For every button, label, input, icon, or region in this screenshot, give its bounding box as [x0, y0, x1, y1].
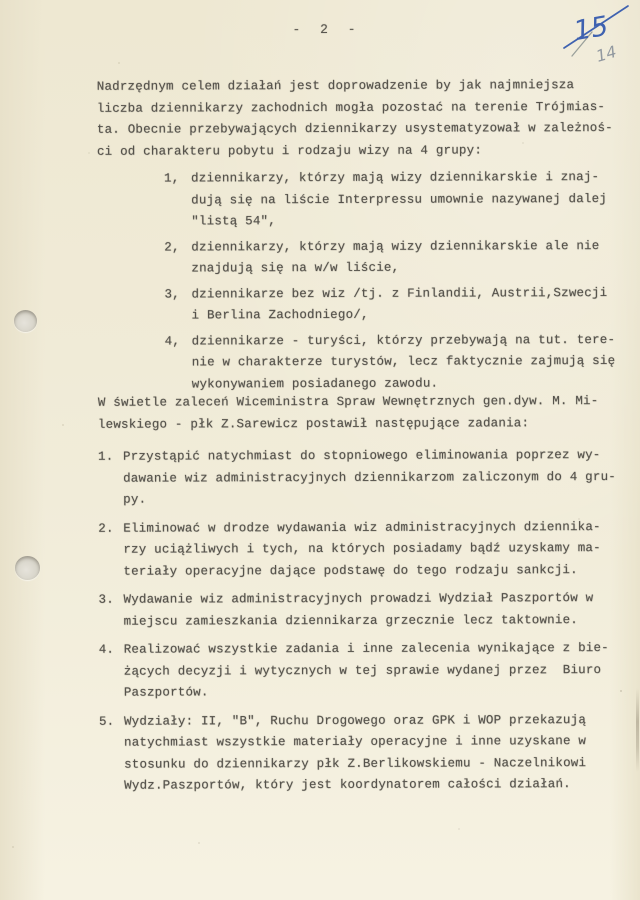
- item-number: 2,: [164, 239, 180, 255]
- item-text: dziennikarze bez wiz /tj. z Finlandii, Austrii,Szwecji i Berlina Zachodniego/,: [191, 285, 608, 323]
- directive-paragraph: [98, 391, 599, 436]
- item-text: dziennikarzy, którzy mają wizy dziennikarskie i znaj- dują się na liście Interpressu umownie nazywanej dalej "listą 54",: [191, 170, 608, 229]
- group-list-item: [164, 235, 615, 280]
- item-text: dziennikarzy, którzy mają wizy dziennikarskie ale nie znajdują się na w/w liście,: [191, 238, 600, 276]
- item-number: 3.: [98, 592, 114, 607]
- task-list-item: [98, 588, 616, 633]
- item-number: 1.: [97, 449, 114, 464]
- group-list-item: [165, 329, 616, 395]
- task-list-item: [98, 516, 616, 582]
- task-list-item: [99, 638, 617, 704]
- item-number: 2.: [98, 521, 114, 536]
- item-text: Wydziały: II, "B", Ruchu Drogowego oraz GPK i WOP przekazują natychmiast wszystkie materiały operacyjne i inne uzyskane w stosunku do dziennikarzy płk Z.Berlikowskiemu - Naczelnikowi Wydz.Paszportów, który jest koordynatorem całości działań.: [123, 712, 587, 793]
- task-list-item: [99, 709, 617, 797]
- item-text: Wydawanie wiz administracyjnych prowadzi Wydział Paszportów w miejscu zamieszkania dziennikarza grzecznie lecz taktownie.: [123, 591, 594, 629]
- directive-text: W świetle zaleceń Wiceministra Spraw Wewnętrznych gen.dyw. M. Mi- lewskiego - płk Z.Sarewicz postawił następujące zadania:: [97, 394, 599, 432]
- handwritten-number-crossed: 15: [571, 10, 611, 48]
- task-list-item: [98, 445, 616, 511]
- group-list-item: [164, 282, 615, 327]
- intro-text: Nadrzędnym celem działań jest doprowadzenie by jak najmniejsza liczba dziennikarzy zachodnich mogła pozostać na terenie Trójmias- ta. Obecnie przebywających dziennikarzy usystematyzował w zależnoś- ci od charakteru pobytu i rodzaju wizy na 4 grupy:: [96, 78, 613, 159]
- item-number: 4,: [164, 333, 181, 349]
- handwritten-number-pencil: 14: [593, 41, 619, 66]
- journalist-group-list: [164, 167, 615, 400]
- item-text: dziennikarze - turyści, którzy przebywają na tut. tere- nie w charakterze turystów, lecz faktycznie zajmują się wykonywaniem posiadanego zawodu.: [191, 332, 616, 391]
- item-text: Realizować wszystkie zadania i inne zalecenia wynikające z bie- żących decyzji i wytycznych w tej sprawie wydanej przez Biuro Paszportów.: [123, 640, 609, 700]
- item-text: Przystąpić natychmiast do stopniowego eliminowania poprzez wy- dawanie wiz administracyjnych dziennikarzom zaliczonym do 4 gru- py.: [122, 448, 617, 507]
- intro-paragraph: [97, 75, 613, 163]
- page-number: - 2 -: [292, 21, 362, 38]
- task-list: [98, 445, 617, 804]
- item-number: 4.: [98, 642, 115, 657]
- item-number: 3,: [164, 286, 180, 302]
- item-number: 1,: [164, 171, 180, 186]
- item-text: Eliminować w drodze wydawania wiz administracyjnych dziennika- rzy uciążliwych i tych, na których posiadamy bądź uzyskamy ma- teriały operacyjne dające podstawę do tego rodzaju sankcji.: [123, 519, 601, 579]
- item-number: 5.: [98, 714, 115, 729]
- group-list-item: [164, 167, 615, 233]
